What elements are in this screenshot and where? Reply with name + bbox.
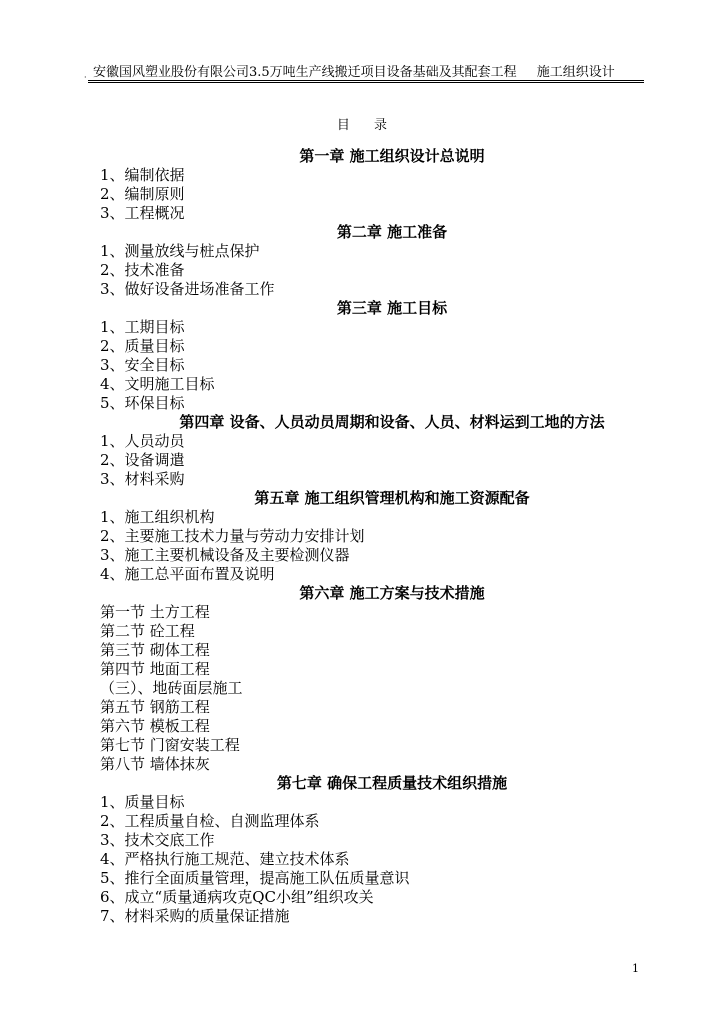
table-of-contents bbox=[100, 147, 640, 926]
toc-entry: 2、设备调遣 bbox=[100, 451, 185, 469]
toc-entry: （三）、地砖面层施工 bbox=[100, 679, 243, 697]
toc-entry: 3、材料采购 bbox=[100, 470, 185, 488]
toc-chapter-heading: 第三章 施工目标 bbox=[336, 299, 448, 317]
toc-entry: 5、环保目标 bbox=[100, 394, 185, 412]
toc-chapter-heading: 第六章 施工方案与技术措施 bbox=[299, 584, 485, 602]
toc-entry: 第六节 模板工程 bbox=[100, 717, 210, 735]
toc-entry: 4、严格执行施工规范、建立技术体系 bbox=[100, 850, 350, 868]
toc-entry: 第三节 砌体工程 bbox=[100, 641, 210, 659]
toc-entry: 3、安全目标 bbox=[100, 356, 185, 374]
toc-chapter-heading: 第五章 施工组织管理机构和施工资源配备 bbox=[254, 489, 530, 507]
header-dot: · bbox=[84, 73, 87, 82]
toc-entry: 1、编制依据 bbox=[100, 166, 185, 184]
toc-chapter-heading: 第一章 施工组织设计总说明 bbox=[299, 147, 485, 165]
toc-entry: 1、人员动员 bbox=[100, 432, 185, 450]
toc-entry: 3、技术交底工作 bbox=[100, 831, 215, 849]
header-rule-thin bbox=[88, 82, 644, 83]
toc-entry: 2、主要施工技术力量与劳动力安排计划 bbox=[100, 527, 365, 545]
page-number: 1 bbox=[632, 962, 639, 975]
toc-entry: 3、施工主要机械设备及主要检测仪器 bbox=[100, 546, 350, 564]
toc-entry: 第一节 土方工程 bbox=[100, 603, 210, 621]
header-rule bbox=[88, 80, 644, 81]
toc-entry: 2、质量目标 bbox=[100, 337, 185, 355]
toc-entry: 第四节 地面工程 bbox=[100, 660, 210, 678]
header-project-title: 安徽国风塑业股份有限公司3.5万吨生产线搬迁项目设备基础及其配套工程 bbox=[93, 65, 517, 80]
toc-chapter-heading: 第二章 施工准备 bbox=[336, 223, 448, 241]
toc-entry: 7、材料采购的质量保证措施 bbox=[100, 907, 290, 925]
page-header bbox=[93, 61, 633, 80]
toc-chapter-heading: 第四章 设备、人员动员周期和设备、人员、材料运到工地的方法 bbox=[179, 413, 605, 431]
toc-entry: 5、推行全面质量管理，提高施工队伍质量意识 bbox=[100, 869, 410, 887]
toc-entry: 1、工期目标 bbox=[100, 318, 185, 336]
toc-entry: 第七节 门窗安装工程 bbox=[100, 736, 240, 754]
toc-entry: 第五节 钢筋工程 bbox=[100, 698, 210, 716]
toc-entry: 第八节 墙体抹灰 bbox=[100, 755, 210, 773]
toc-entry: 2、工程质量自检、自测监理体系 bbox=[100, 812, 320, 830]
toc-entry: 2、编制原则 bbox=[100, 185, 185, 203]
toc-entry: 6、成立“质量通病攻克QC小组”组织攻关 bbox=[100, 888, 374, 906]
toc-entry: 4、施工总平面布置及说明 bbox=[100, 565, 275, 583]
toc-title: 目 录 bbox=[336, 118, 398, 133]
toc-entry: 1、质量目标 bbox=[100, 793, 185, 811]
toc-entry: 3、工程概况 bbox=[100, 204, 185, 222]
toc-entry: 1、施工组织机构 bbox=[100, 508, 215, 526]
toc-chapter-heading: 第七章 确保工程质量技术组织措施 bbox=[276, 774, 508, 792]
toc-entry: 第二节 砼工程 bbox=[100, 622, 195, 640]
toc-entry: 4、文明施工目标 bbox=[100, 375, 215, 393]
header-document-title: 施工组织设计 bbox=[536, 65, 615, 80]
toc-entry: 1、测量放线与桩点保护 bbox=[100, 242, 260, 260]
toc-entry: 2、技术准备 bbox=[100, 261, 185, 279]
toc-entry: 3、做好设备进场准备工作 bbox=[100, 280, 275, 298]
